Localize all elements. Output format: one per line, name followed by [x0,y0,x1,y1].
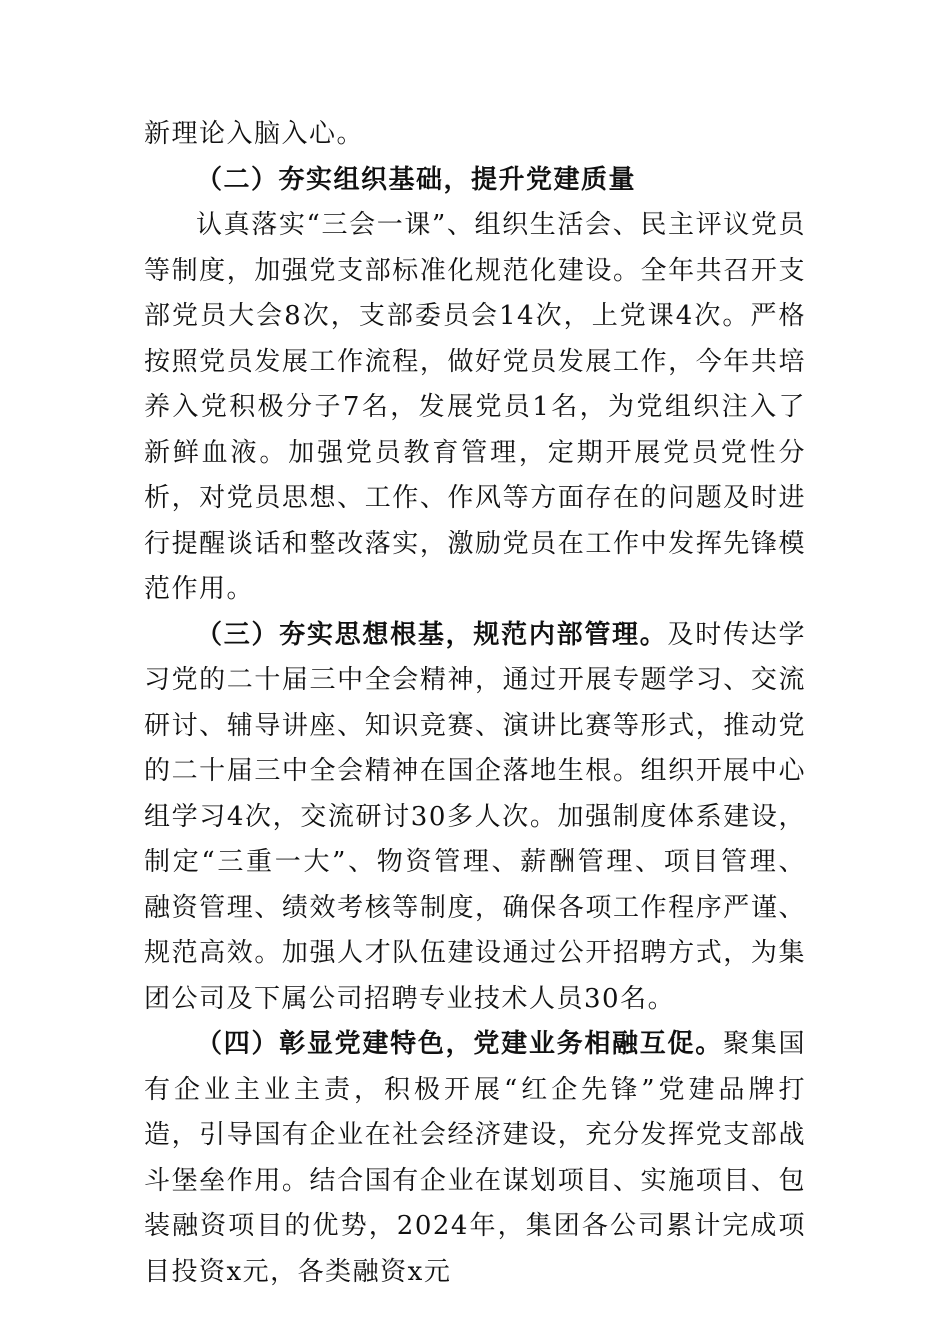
paragraph-text: 及时传达学习党的二十届三中全会精神，通过开展专题学习、交流研讨、辅导讲座、知识竞赛、演讲比赛等形式，推动党的二十届三中全会精神在国企落地生根。组织开展中心组学习4次，交流研讨30多人次。加强制度体系建设，制定“三重一大”、物资管理、薪酬管理、项目管理、融资管理、绩效考核等制度，确保各项工作程序严谨、规范高效。加强人才队伍建设通过公开招聘方式，为集团公司及下属公司招聘专业技术人员30名。 [144,619,806,1014]
paragraph-text: 聚集国有企业主业主责，积极开展“红企先锋”党建品牌打造，引导国有企业在社会经济建设，充分发挥党支部战斗堡垒作用。结合国有企业在谋划项目、实施项目、包装融资项目的优势，2024年，集团各公司累计完成项目投资x元，各类融资x元 [144,1029,806,1287]
section-heading-text: （二）夯实组织基础，提升党建质量 [196,164,637,195]
paragraph-continuation [144,112,806,158]
section-heading-2 [144,158,806,204]
paragraph-section-3 [144,613,806,1023]
paragraph-section-4 [144,1022,806,1295]
inline-heading-3: （三）夯实思想根基，规范内部管理。 [196,619,668,650]
inline-heading-4: （四）彰显党建特色，党建业务相融互促。 [196,1029,723,1059]
paragraph-organization [144,203,806,613]
paragraph-text: 认真落实“三会一课”、组织生活会、民主评议党员等制度，加强党支部标准化规范化建设。全年共召开支部党员大会8次，支部委员会14次，上党课4次。严格按照党员发展工作流程，做好党员发展工作，今年共培养入党积极分子7名，发展党员1名，为党组织注入了新鲜血液。加强党员教育管理，定期开展党员党性分析，对党员思想、工作、作风等方面存在的问题及时进行提醒谈话和整改落实，激励党员在工作中发挥先锋模范作用。 [144,210,806,604]
document-body [144,112,806,1295]
paragraph-text: 新理论入脑入心。 [144,119,365,149]
